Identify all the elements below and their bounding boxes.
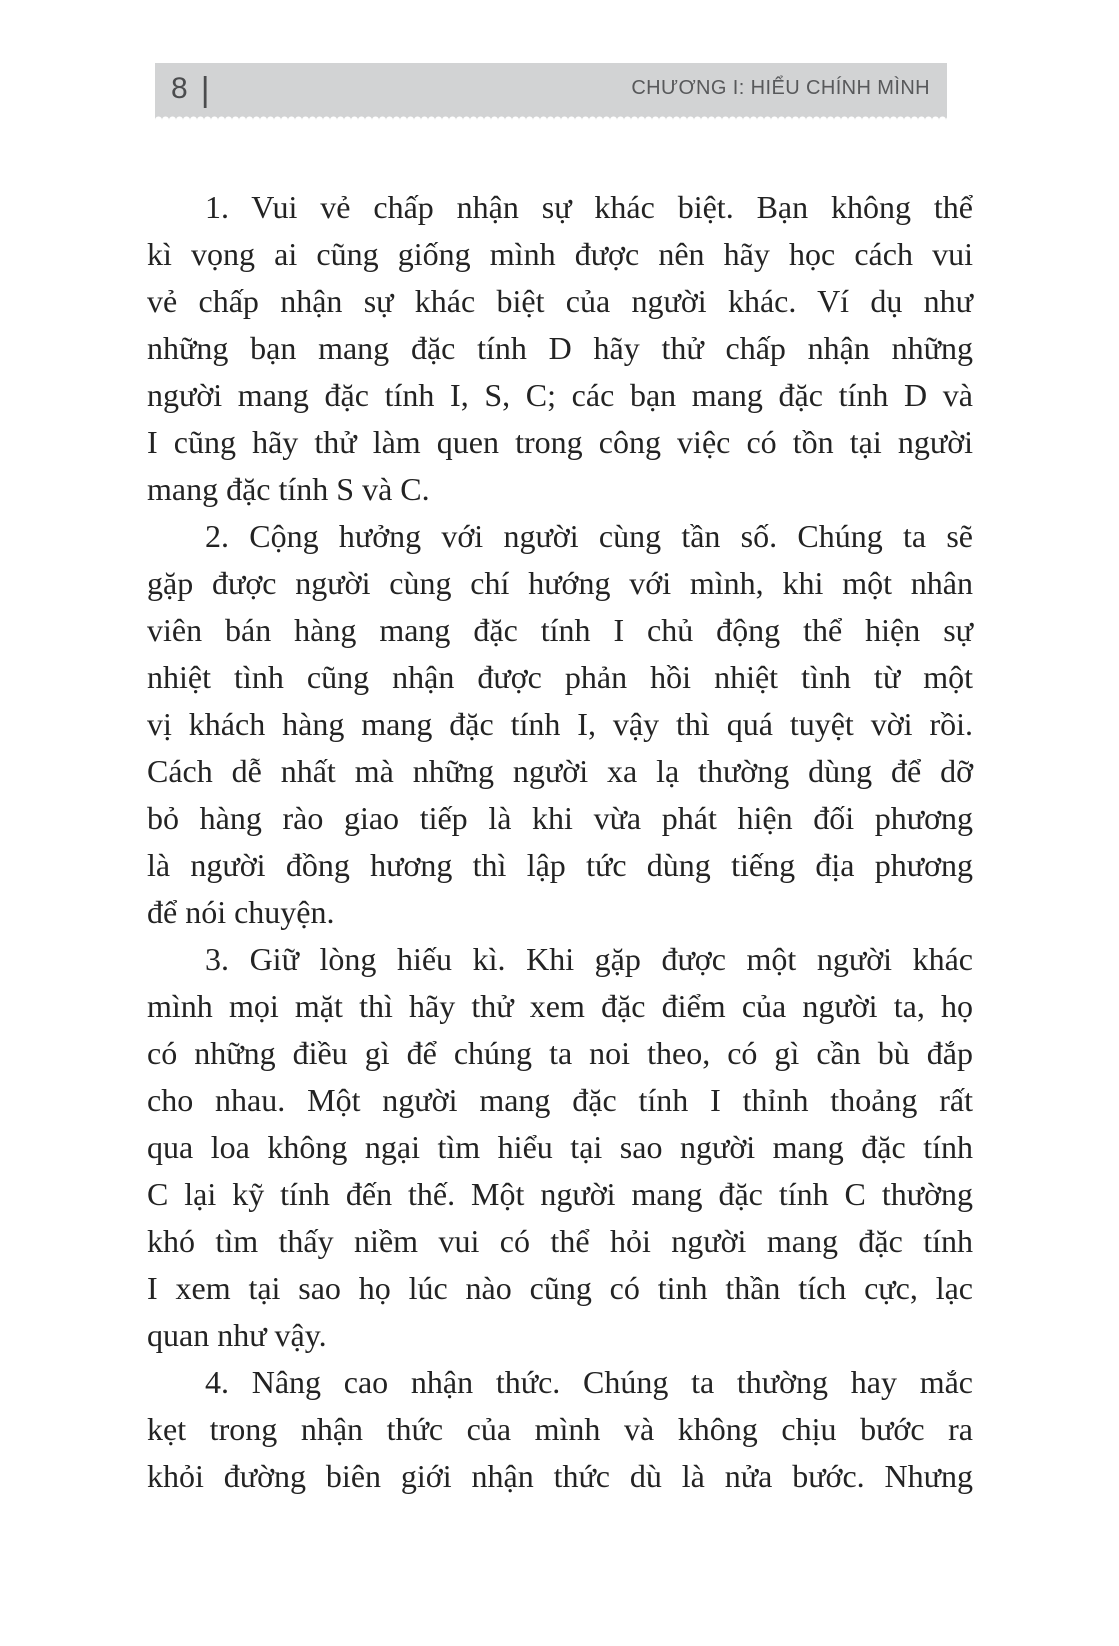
paragraph (147, 936, 973, 1359)
text-line: cho nhau. Một người mang đặc tính I thỉnh thoảng rất (147, 1082, 973, 1118)
text-line: kẹt trong nhận thức của mình và không chịu bước ra (147, 1411, 973, 1447)
text-line: mình mọi mặt thì hãy thử xem đặc điểm của người ta, họ (147, 988, 973, 1024)
text-line: người mang đặc tính I, S, C; các bạn mang đặc tính D và (147, 377, 973, 413)
text-line: I cũng hãy thử làm quen trong công việc có tồn tại người (147, 424, 973, 460)
perforated-edge (155, 113, 947, 120)
paragraph (147, 184, 973, 513)
text-line: vị khách hàng mang đặc tính I, vậy thì quá tuyệt vời rồi. (147, 706, 973, 742)
text-line: những bạn mang đặc tính D hãy thử chấp nhận những (147, 330, 973, 366)
chapter-header (155, 63, 947, 120)
text-line: bỏ hàng rào giao tiếp là khi vừa phát hiện đối phương (147, 800, 973, 836)
paragraph (147, 513, 973, 936)
text-line: kì vọng ai cũng giống mình được nên hãy học cách vui (147, 236, 973, 272)
text-line: khỏi đường biên giới nhận thức dù là nửa bước. Nhưng (147, 1458, 973, 1494)
text-line: qua loa không ngại tìm hiểu tại sao người mang đặc tính (147, 1129, 973, 1165)
text-line: quan như vậy. (147, 1317, 327, 1353)
text-line: để nói chuyện. (147, 894, 335, 930)
text-line: có những điều gì để chúng ta noi theo, có gì cần bù đắp (147, 1035, 973, 1071)
text-line: vẻ chấp nhận sự khác biệt của người khác. Ví dụ như (147, 283, 973, 319)
page-number-divider: | (200, 70, 210, 109)
text-line: viên bán hàng mang đặc tính I chủ động thể hiện sự (147, 612, 973, 648)
text-line: C lại kỹ tính đến thế. Một người mang đặc tính C thường (147, 1176, 973, 1212)
page-number-group (171, 70, 210, 109)
text-line: 4. Nâng cao nhận thức. Chúng ta thường hay mắc (205, 1364, 973, 1400)
text-line: là người đồng hương thì lập tức dùng tiếng địa phương (147, 847, 973, 883)
page-body (147, 184, 973, 1500)
text-line: gặp được người cùng chí hướng với mình, khi một nhân (147, 565, 973, 601)
text-line: Cách dễ nhất mà những người xa lạ thường dùng để dỡ (147, 753, 973, 789)
page-number: 8 (171, 71, 188, 105)
text-line: nhiệt tình cũng nhận được phản hồi nhiệt tình từ một (147, 659, 973, 695)
paragraph (147, 1359, 973, 1500)
text-line: 2. Cộng hưởng với người cùng tần số. Chúng ta sẽ (205, 518, 973, 554)
text-line: mang đặc tính S và C. (147, 471, 430, 507)
text-line: I xem tại sao họ lúc nào cũng có tinh thần tích cực, lạc (147, 1270, 973, 1306)
chapter-title: CHƯƠNG I: HIỂU CHÍNH MÌNH (631, 77, 930, 99)
text-line: 1. Vui vẻ chấp nhận sự khác biệt. Bạn không thể (205, 189, 973, 225)
text-line: khó tìm thấy niềm vui có thể hỏi người mang đặc tính (147, 1223, 973, 1259)
text-line: 3. Giữ lòng hiếu kì. Khi gặp được một người khác (205, 941, 973, 977)
